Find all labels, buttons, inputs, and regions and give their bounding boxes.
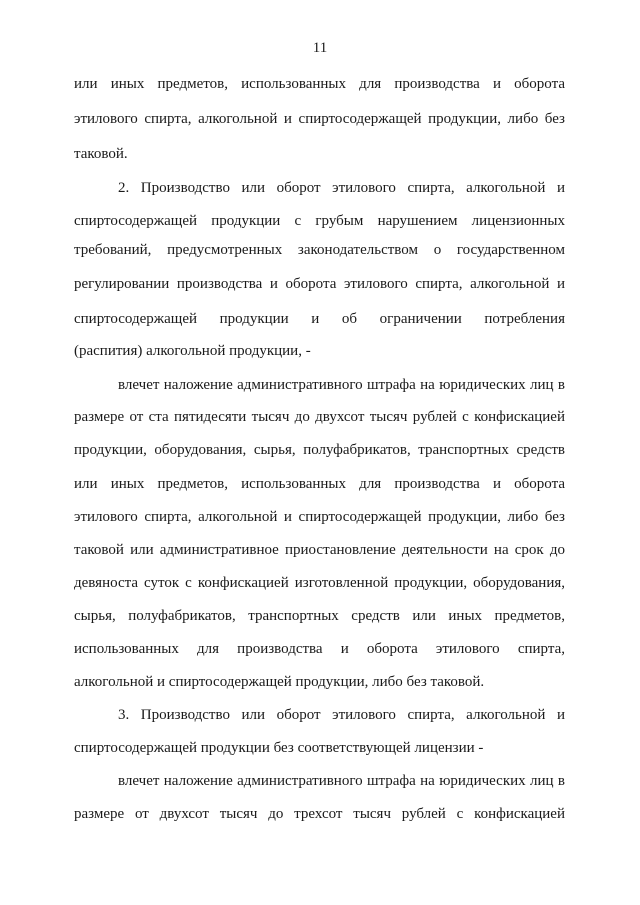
text-line: спиртосодержащей продукции с грубым нарушением лицензионных <box>74 213 565 229</box>
page-number: 11 <box>312 40 328 56</box>
text-line: или иных предметов, использованных для производства и оборота <box>74 476 565 492</box>
text-line: сырья, полуфабрикатов, транспортных средств или иных предметов, <box>74 608 565 624</box>
text-line: продукции, оборудования, сырья, полуфабрикатов, транспортных средств <box>74 442 565 458</box>
text-line: этилового спирта, алкогольной и спиртосодержащей продукции, либо без <box>74 111 565 127</box>
text-line: спиртосодержащей продукции и об ограничении потребления <box>74 311 565 327</box>
text-line: спиртосодержащей продукции без соответствующей лицензии - <box>74 740 484 756</box>
text-line: или иных предметов, использованных для производства и оборота <box>74 76 565 92</box>
sanction-paragraph-start: влечет наложение административного штрафа на юридических лиц в <box>118 377 565 393</box>
paragraph-2-start: 2. Производство или оборот этилового спирта, алкогольной и <box>118 180 565 196</box>
text-line: этилового спирта, алкогольной и спиртосодержащей продукции, либо без <box>74 509 565 525</box>
text-line: регулировании производства и оборота этилового спирта, алкогольной и <box>74 276 565 292</box>
sanction-paragraph-start: влечет наложение административного штрафа на юридических лиц в <box>118 773 565 789</box>
text-line: таковой. <box>74 146 128 162</box>
text-line: алкогольной и спиртосодержащей продукции, либо без таковой. <box>74 674 485 690</box>
text-line: размере от ста пятидесяти тысяч до двухсот тысяч рублей с конфискацией <box>74 409 565 425</box>
text-line: размере от двухсот тысяч до трехсот тысяч рублей с конфискацией <box>74 806 565 822</box>
text-line: использованных для производства и оборота этилового спирта, <box>74 641 565 657</box>
text-line: (распития) алкогольной продукции, - <box>74 343 311 359</box>
text-line: девяноста суток с конфискацией изготовленной продукции, оборудования, <box>74 575 565 591</box>
paragraph-3-start: 3. Производство или оборот этилового спирта, алкогольной и <box>118 707 565 723</box>
text-line: таковой или административное приостановление деятельности на срок до <box>74 542 565 558</box>
text-line: требований, предусмотренных законодательством о государственном <box>74 242 565 258</box>
